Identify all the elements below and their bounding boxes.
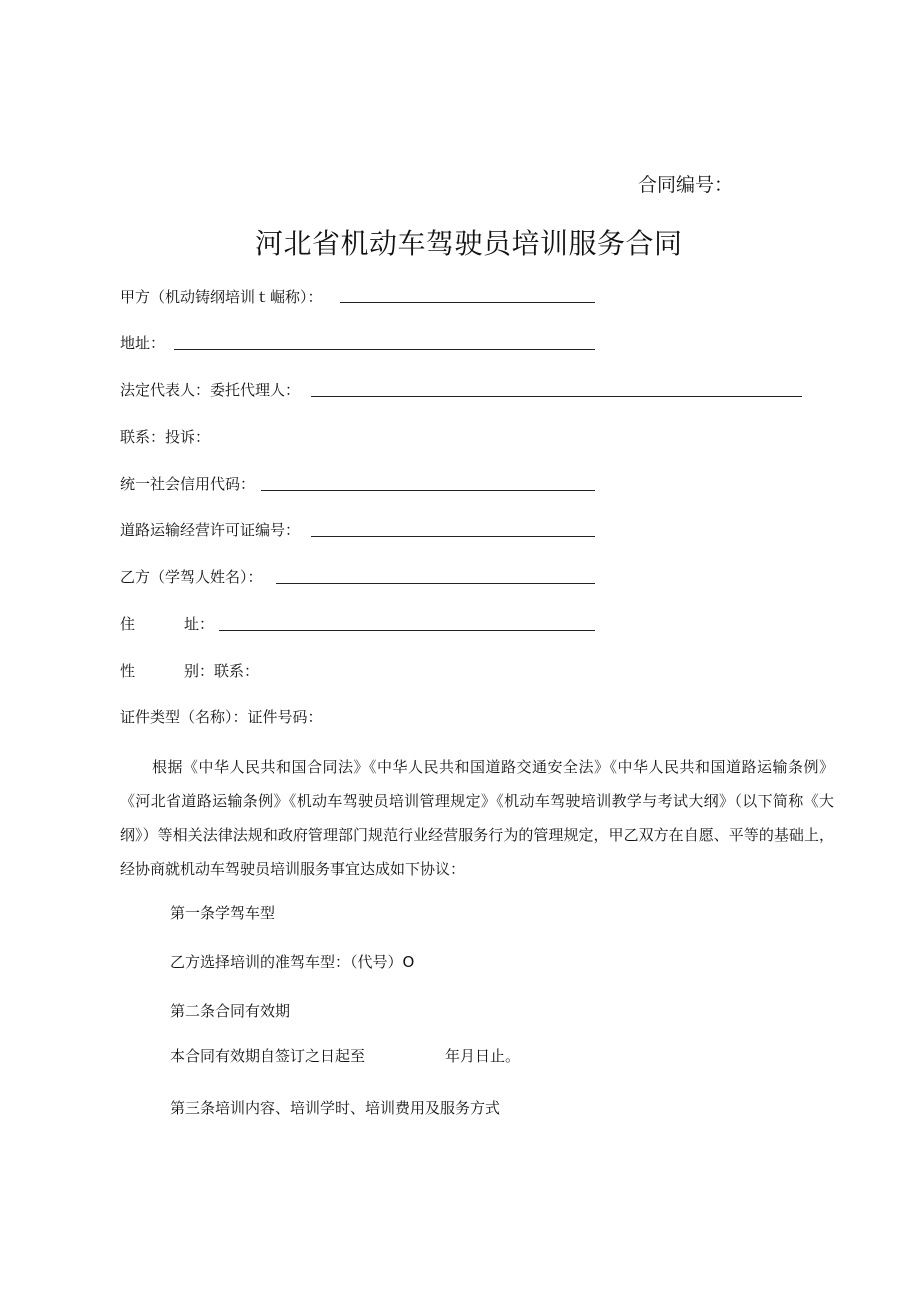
credit-code-label: 统一社会信用代码： [120, 475, 256, 493]
representative-label: 法定代表人：委托代理人： [120, 381, 301, 399]
party-a-label: 甲方（机动铸纲培训ｔ崛称）： [120, 288, 323, 306]
party-b-label: 乙方（学驾人姓名）： [120, 568, 263, 586]
address-b-blank [219, 630, 595, 631]
credit-code-blank [261, 490, 595, 491]
article-2-heading: 第二条合同有效期 [170, 1002, 291, 1020]
article-2-text-end: 年月日止。 [445, 1047, 521, 1065]
contact-complaint-label: 联系：投诉： [120, 428, 211, 446]
article-2-text-start: 本合同有效期自签订之日起至 [170, 1047, 366, 1065]
contract-number-label: 合同编号： [638, 174, 734, 196]
representative-blank [311, 396, 802, 397]
gender-contact-label: 别：联系： [184, 662, 260, 680]
party-a-blank [340, 302, 595, 303]
article-3-heading: 第三条培训内容、培训学时、培训费用及服务方式 [170, 1099, 501, 1117]
gender-label-part1: 性 [120, 662, 136, 680]
permit-number-label: 道路运输经营许可证编号： [120, 521, 301, 539]
address-a-blank [174, 349, 595, 350]
party-b-blank [276, 583, 595, 584]
article-1-text: 乙方选择培训的准驾车型：（代号）O [170, 953, 415, 971]
address-a-label: 地址： [120, 334, 166, 352]
article-1-heading: 第一条学驾车型 [170, 904, 276, 922]
permit-number-blank [311, 536, 595, 537]
id-type-label: 证件类型（名称）：证件号码： [120, 708, 323, 726]
preamble-paragraph: 根据《中华人民共和国合同法》《中华人民共和国道路交通安全法》《中华人民共和国道路运输条例》《河北省道路运输条例》《机动车驾驶员培训管理规定》《机动车驾驶培训教学与考试大纲》（以下简称《大纲》）等相关法律法规和政府管理部门规范行业经营服务行为的管理规定，甲乙双方在自愿、平等的基础上，经协商就机动车驾驶员培训服务事宜达成如下协议： [120, 758, 834, 878]
address-b-label-part1: 住 [120, 615, 136, 633]
document-title: 河北省机动车驾驶员培训服务合同 [255, 227, 683, 260]
address-b-label-part2: 址： [184, 615, 215, 633]
